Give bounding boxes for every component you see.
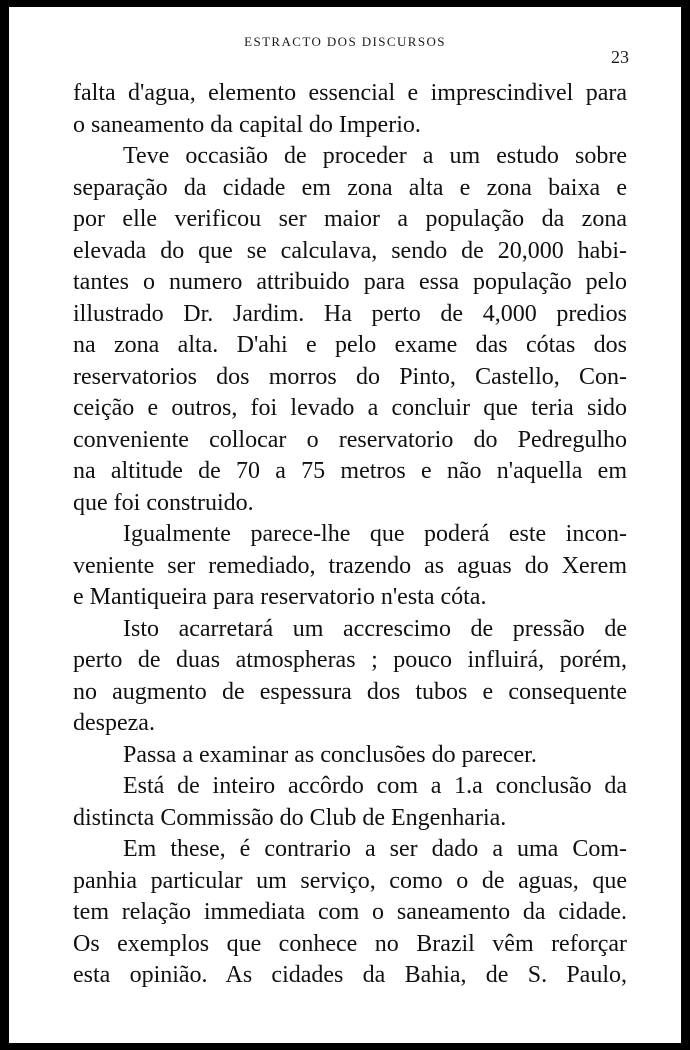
- text-line: o saneamento da capital do Imperio.: [73, 111, 421, 138]
- text-line: Os exemplos que conhece no Brazil vêm reforçar: [73, 930, 627, 957]
- text-line: na altitude de 70 a 75 metros e não n'aquella em: [73, 458, 627, 484]
- text-line: separação da cidade em zona alta e zona baixa e: [73, 174, 627, 201]
- text-line: por elle verificou ser maior a população da zona: [73, 206, 627, 232]
- text-line: reservatorios dos morros do Pinto, Castello, Con-: [73, 363, 627, 390]
- text-line: tem relação immediata com o saneamento da cidade.: [73, 899, 627, 925]
- text-line: que foi construido.: [73, 489, 254, 516]
- text-line: despeza.: [73, 710, 155, 736]
- text-line: veniente ser remediado, trazendo as aguas do Xerem: [73, 552, 627, 579]
- book-page: [9, 7, 681, 1043]
- text-line: na zona alta. D'ahi e pelo exame das cótas dos: [73, 332, 627, 358]
- text-line: ceição e outros, foi levado a concluir que teria sido: [73, 395, 627, 421]
- text-line: Em these, é contrario a ser dado a uma Com-: [123, 836, 627, 862]
- text-line: distincta Commissão do Club de Engenharia.: [73, 804, 507, 831]
- text-line: Isto acarretará um accrescimo de pressão de: [123, 615, 627, 642]
- text-line: falta d'agua, elemento essencial e imprescindivel para: [73, 80, 627, 106]
- text-line: elevada do que se calculava, sendo de 20,000 habi-: [73, 237, 627, 264]
- text-line: no augmento de espessura dos tubos e consequente: [73, 678, 627, 705]
- text-line: Passa a examinar as conclusões do parecer.: [123, 741, 537, 768]
- text-line: tantes o numero attribuido para essa população pelo: [73, 269, 627, 295]
- text-line: Teve occasião de proceder a um estudo sobre: [123, 143, 627, 169]
- text-line: Está de inteiro accôrdo com a 1.a conclusão da: [123, 773, 627, 799]
- text-line: conveniente collocar o reservatorio do Pedregulho: [73, 426, 627, 453]
- body-text: [73, 78, 627, 992]
- text-line: e Mantiqueira para reservatorio n'esta cóta.: [73, 584, 487, 610]
- running-head: ESTRACTO DOS DISCURSOS: [244, 34, 446, 49]
- page-number: 23: [611, 47, 629, 67]
- text-line: esta opinião. As cidades da Bahia, de S. Paulo,: [73, 962, 627, 988]
- text-line: panhia particular um serviço, como o de aguas, que: [73, 867, 627, 894]
- text-line: illustrado Dr. Jardim. Ha perto de 4,000 predios: [73, 300, 627, 327]
- text-line: Igualmente parece-lhe que poderá este incon-: [123, 521, 627, 547]
- text-line: perto de duas atmospheras ; pouco influirá, porém,: [73, 647, 627, 673]
